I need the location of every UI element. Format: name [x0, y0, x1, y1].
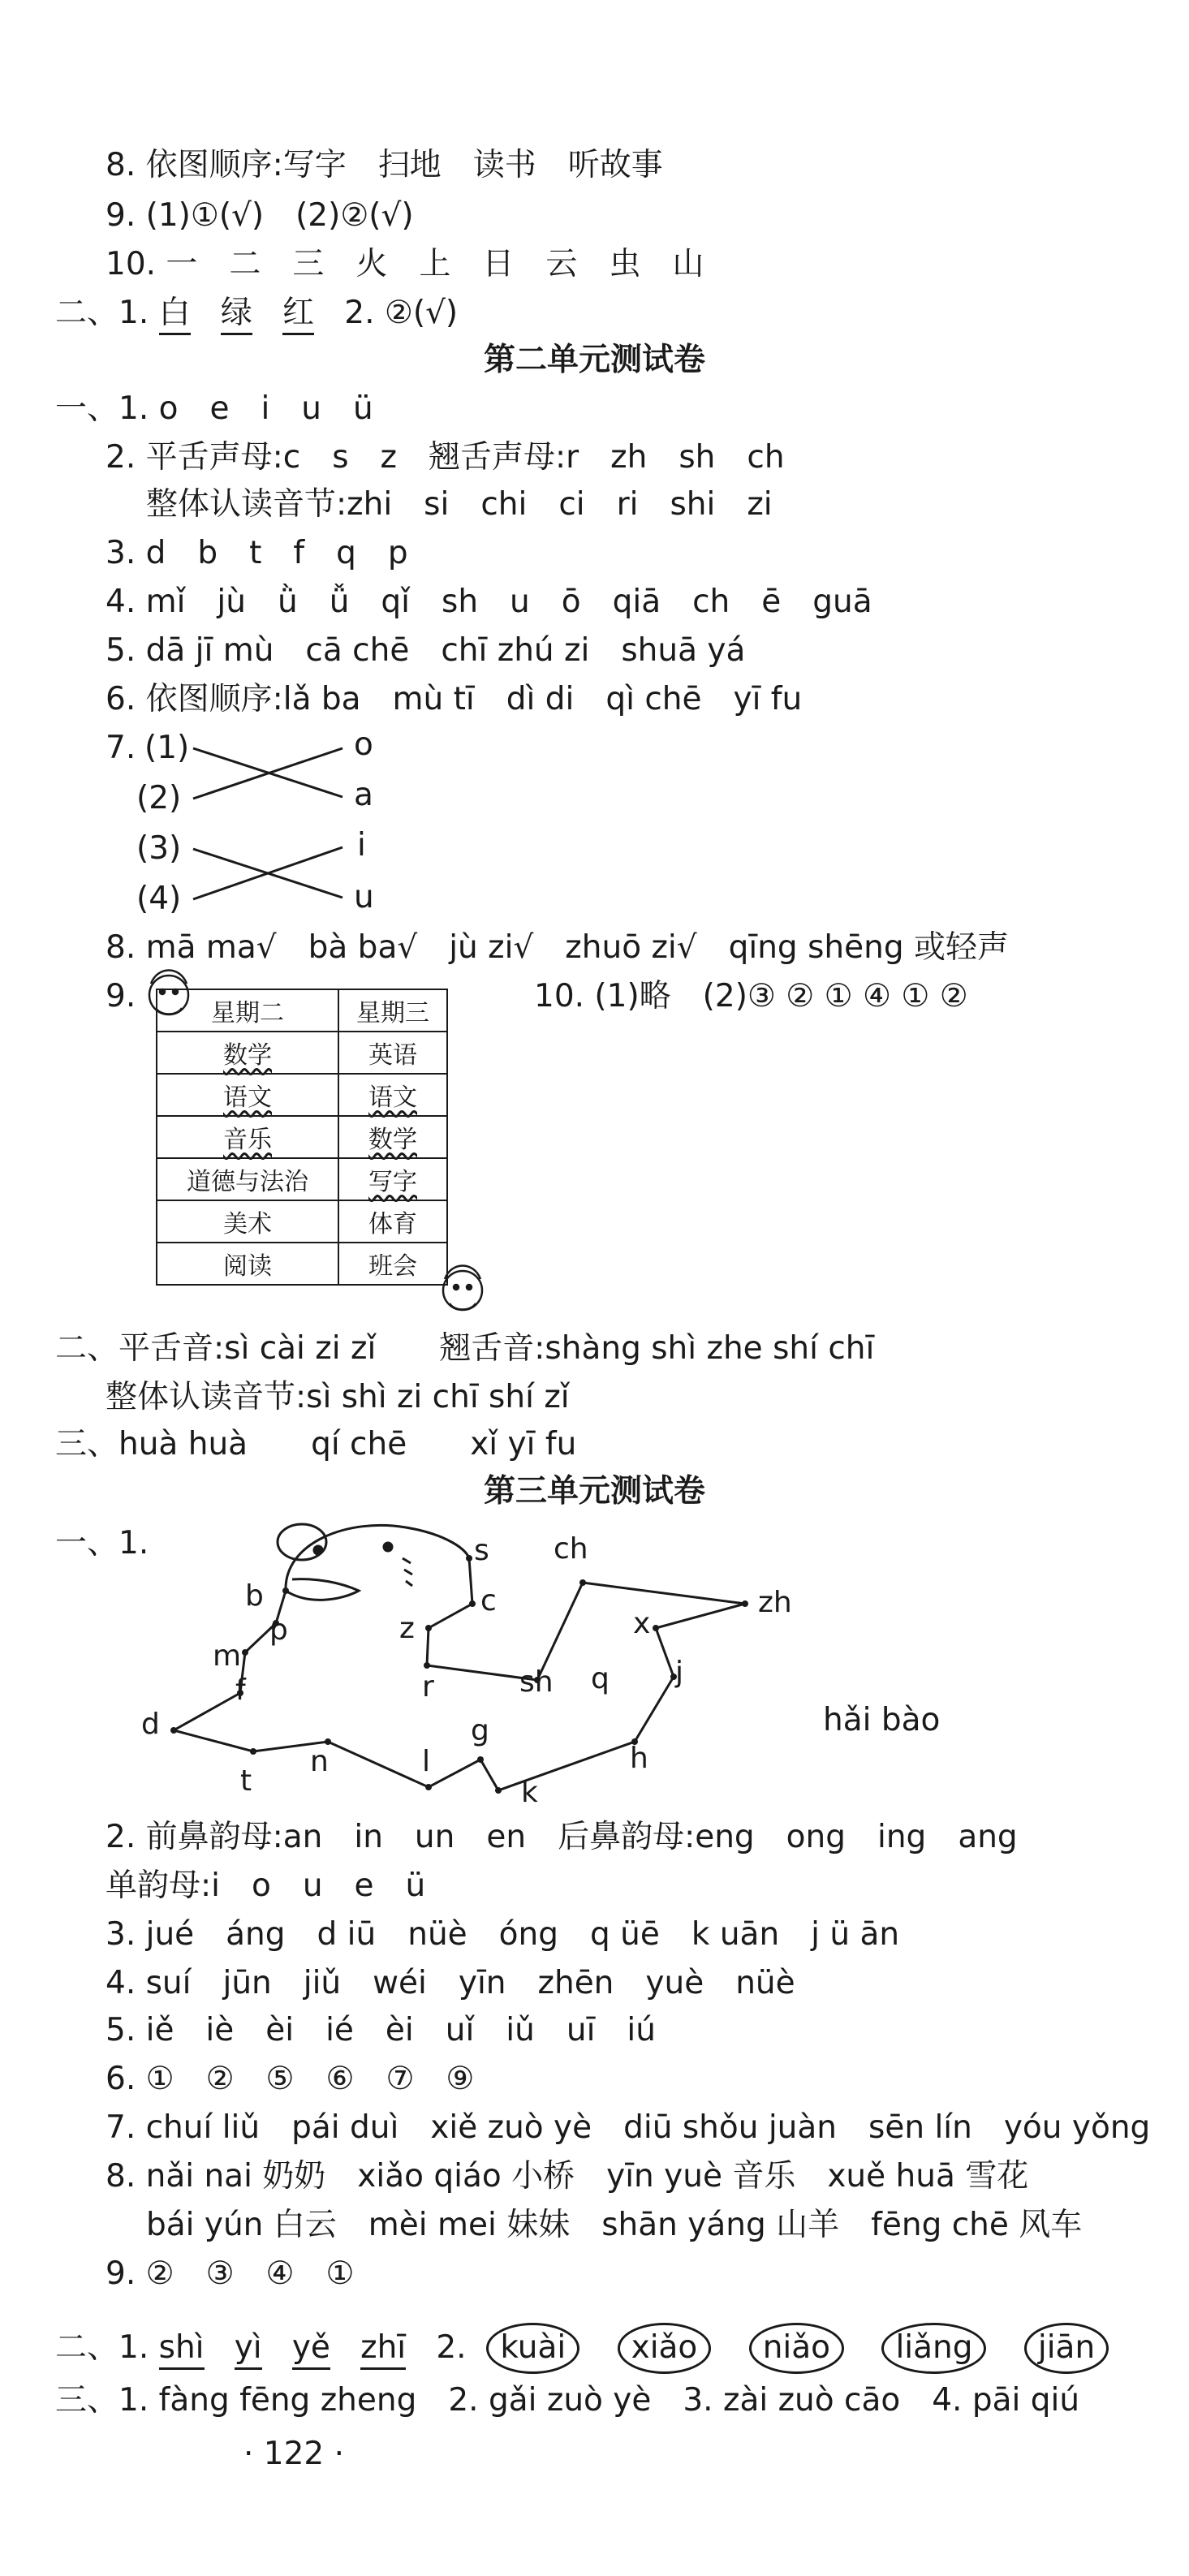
dot-label-c: c [480, 1584, 497, 1618]
dot-label-k: k [521, 1776, 538, 1809]
dot-label-sh: sh [519, 1665, 554, 1699]
u2-q1: 一、1. o e i u ü [55, 390, 373, 427]
unit2-title: 第二单元测试卷 [483, 342, 705, 378]
dot-c [469, 1600, 476, 1607]
u2-q7-right-a: a [354, 777, 373, 813]
timetable-cell-text: 阅读 [223, 1252, 272, 1281]
u3-q9: 9. ② ③ ④ ① [106, 2255, 355, 2292]
dot-m [242, 1649, 248, 1656]
u2-q7-left-3: (3) [136, 830, 182, 867]
u3-q4: 4. suí jūn jiǔ wéi yīn zhēn yuè nüè [106, 1965, 795, 2001]
seal-drawing [278, 1524, 469, 1600]
dot-label-l: l [422, 1745, 431, 1778]
timetable-cell-text: 道德与法治 [187, 1168, 308, 1196]
unit3-title: 第三单元测试卷 [483, 1473, 705, 1510]
dot-label-z: z [399, 1612, 415, 1645]
dot-zh [742, 1600, 748, 1607]
u2-part3: 三、huà huà qí chē xǐ yī fu [55, 1426, 577, 1462]
timetable-header-wed: 星期三 [338, 989, 447, 1032]
timetable-cell [338, 1158, 447, 1200]
dot-r [424, 1662, 430, 1669]
dot-label-b: b [245, 1579, 264, 1613]
u1-word-2: 绿 [221, 295, 252, 335]
u2-q7-left-1: (1) [144, 730, 190, 766]
dot-label-r: r [422, 1670, 434, 1704]
u2-q7-right-u: u [354, 879, 374, 915]
u2-q4: 4. mǐ jù ǜ ǚ qǐ sh u ō qiā ch ē guā [106, 584, 872, 620]
u3-q2b: 单韵母:i o u e ü [106, 1867, 426, 1904]
timetable-cell [338, 1074, 447, 1116]
timetable-cell [157, 1116, 338, 1158]
u1-part2-prefix: 二、1. [55, 295, 149, 331]
timetable-cell-text: 语文 [223, 1083, 272, 1112]
dot-g [477, 1756, 484, 1763]
dot-label-s: s [474, 1534, 489, 1567]
u2-q2a: 2. 平舌声母:c s z 翘舌声母:r zh sh ch [106, 439, 785, 476]
timetable-cell-text: 音乐 [223, 1126, 272, 1154]
u1-word-1: 白 [159, 295, 191, 335]
circled-syllable-3: niǎo [749, 2323, 844, 2374]
timetable-cell-text: 数学 [368, 1126, 417, 1154]
dot-t [250, 1748, 256, 1755]
u3-word-3: yě [292, 2329, 330, 2370]
u3-word-4: zhī [360, 2329, 406, 2370]
circled-syllable-2: xiǎo [618, 2323, 712, 2374]
u2-part2b: 整体认读音节:sì shì zi chī shí zǐ [106, 1379, 570, 1415]
u3-part2 [55, 2323, 1136, 2374]
u2-q7-right-o: o [354, 726, 373, 763]
dot-label-g: g [471, 1714, 489, 1747]
u2-part2a: 二、平舌音:sì cài zi zǐ 翘舌音:shàng shì zhe shí chī [55, 1330, 875, 1367]
cartoon-right-icon [443, 1266, 482, 1311]
timetable-cell [338, 1243, 447, 1285]
timetable [156, 989, 448, 1286]
circled-syllable-4: liǎng [881, 2323, 986, 2374]
dot-k [495, 1787, 502, 1794]
u3-q3: 3. jué áng d iū nüè óng q üē k uān j ü ān [106, 1916, 900, 1953]
dot-label-h: h [630, 1742, 648, 1775]
u1-q9: 9. (1)①(√) (2)②(√) [106, 197, 414, 234]
timetable-cell [338, 1032, 447, 1074]
circled-syllable-1: kuài [486, 2323, 579, 2374]
u3-q6: 6. ① ② ⑤ ⑥ ⑦ ⑨ [106, 2061, 475, 2097]
u3-q8b: bái yún 白云 mèi mei 妹妹 shān yáng 山羊 fēng chē 风车 [146, 2207, 1083, 2243]
dot-n [325, 1738, 331, 1745]
timetable-cell [338, 1116, 447, 1158]
timetable-cell-text: 数学 [223, 1041, 272, 1070]
timetable-cell-text: 语文 [368, 1083, 417, 1112]
u3-word-1: shì [159, 2329, 205, 2370]
dot-label-n: n [310, 1745, 329, 1778]
dot-l [425, 1784, 432, 1790]
u2-q7-right-i: i [357, 827, 366, 864]
dot-label-d: d [141, 1708, 160, 1741]
u2-q2b: 整体认读音节:zhi si chi ci ri shi zi [146, 486, 773, 523]
u1-q10: 10. 一 二 三 火 上 日 云 虫 山 [106, 246, 704, 282]
timetable-cell-text: 体育 [368, 1210, 417, 1238]
circled-syllable-5: jiān [1024, 2323, 1109, 2374]
u2-q3: 3. d b t f q p [106, 535, 408, 571]
u2-q6: 6. 依图顺序:lǎ ba mù tī dì di qì chē yī fu [106, 681, 803, 717]
u3-part3: 三、1. fàng fēng zheng 2. gǎi zuò yè 3. zài zuò cāo 4. pāi qiú [55, 2382, 1080, 2419]
dot-label-p: p [269, 1613, 288, 1647]
dot-answer: hǎi bào [823, 1702, 941, 1738]
u3-part2-mid: 2. [436, 2329, 467, 2366]
timetable-cell-text: 英语 [368, 1041, 417, 1070]
dot-label-q: q [591, 1662, 610, 1695]
dot-label-j: j [675, 1656, 684, 1689]
page-number: · 122 · [243, 2436, 345, 2472]
timetable-cell-text: 写字 [368, 1168, 417, 1196]
timetable-cell [157, 1032, 338, 1074]
u1-q8: 8. 依图顺序:写字 扫地 读书 听故事 [106, 147, 663, 183]
u2-q7-left-4: (4) [136, 881, 182, 917]
u1-word-3: 红 [282, 295, 314, 335]
u3-q2a: 2. 前鼻韵母:an in un en 后鼻韵母:eng ong ing ang [106, 1819, 1018, 1855]
timetable-header-tue: 星期二 [157, 989, 338, 1032]
u2-q8: 8. mā ma√ bà ba√ jù zi√ zhuō zi√ qīng shēng 或轻声 [106, 929, 1009, 966]
u1-part2-suffix: 2. ②(√) [344, 295, 459, 331]
u3-word-2: yì [235, 2329, 262, 2370]
dot-ch [579, 1579, 586, 1586]
dot-label-m: m [213, 1639, 242, 1673]
u3-q5: 5. iě iè èi ié èi uǐ iǔ uī iú [106, 2012, 656, 2048]
dot-label-t: t [240, 1764, 252, 1798]
dot-label-f: f [235, 1674, 246, 1707]
u2-q7-label: 7. [106, 730, 136, 766]
u2-q5: 5. dā jī mù cā chē chī zhú zi shuā yá [106, 632, 746, 669]
u2-q10: 10. (1)略 (2)③ ② ① ④ ① ② [534, 978, 968, 1014]
timetable-cell [338, 1200, 447, 1243]
timetable-cell-text: 班会 [368, 1252, 417, 1281]
dot-d [170, 1727, 177, 1734]
timetable-cell [157, 1200, 338, 1243]
dot-x [653, 1625, 659, 1631]
u3-part2-prefix: 二、1. [55, 2329, 149, 2366]
timetable-cell-text: 美术 [223, 1210, 272, 1238]
dot-label-zh: zh [758, 1586, 792, 1619]
u2-q9-label: 9. [106, 978, 136, 1014]
timetable-cell [157, 1074, 338, 1116]
dot-label-ch: ch [554, 1532, 588, 1566]
dot-label-x: x [633, 1607, 651, 1640]
timetable-cell [157, 1158, 338, 1200]
u3-q7: 7. chuí liǔ pái duì xiě zuò yè diū shǒu juàn sēn lín yóu yǒng [106, 2109, 1151, 2146]
timetable-cell [157, 1243, 338, 1285]
dot-z [425, 1625, 432, 1631]
u3-q1-label: 一、1. [55, 1525, 149, 1562]
u2-q7-left-2: (2) [136, 780, 182, 816]
u3-q8a: 8. nǎi nai 奶奶 xiǎo qiáo 小桥 yīn yuè 音乐 xuě huā 雪花 [106, 2158, 1029, 2195]
